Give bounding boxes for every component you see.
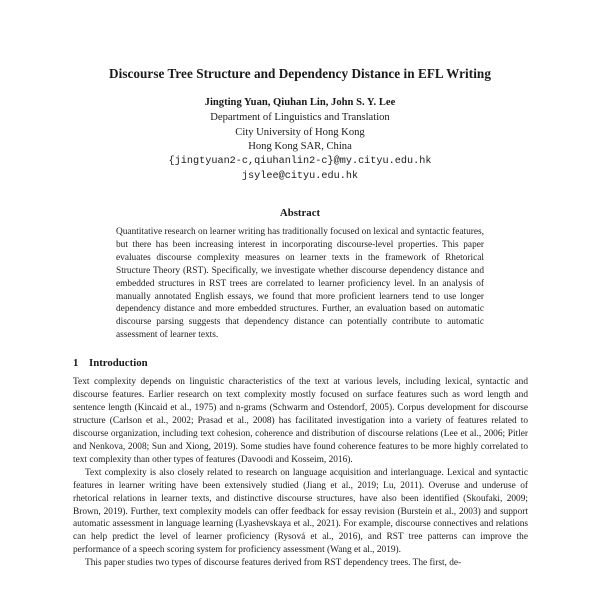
section-heading-introduction	[73, 357, 148, 369]
affiliation-university: City University of Hong Kong	[235, 126, 365, 138]
paper-title: Discourse Tree Structure and Dependency Distance in EFL Writing	[109, 66, 491, 81]
author-names: Jingting Yuan, Qiuhan Lin, John S. Y. Lee	[204, 97, 396, 108]
email-students[interactable]: {jingtyuan2-c,qiuhanlin2-c}@my.cityu.edu.hk	[168, 156, 432, 168]
affiliation-location: Hong Kong SAR, China	[248, 141, 352, 153]
email-supervisor[interactable]: jsylee@cityu.edu.hk	[241, 170, 359, 182]
paragraph: This paper studies two types of discourse features derived from RST dependency trees. The first, de-	[85, 558, 462, 569]
author-block	[0, 96, 600, 185]
introduction-body	[73, 376, 528, 570]
section-title: Introduction	[89, 357, 148, 369]
affiliation-department: Department of Linguistics and Translation	[210, 111, 390, 123]
abstract-text: Quantitative research on learner writing has traditionally focused on lexical and syntactic features, but there has been increasing interest in incorporating discourse-level properties. This paper evaluates discourse complexity measures on learner texts in the framework of Rhetorical Structure Theory (RST). Specifically, we investigate whether discourse dependency distance and embedded structures in RST trees are correlated to learner proficiency level. In an analysis of manually annotated English essays, we found that more proficient learners tend to use longer dependency distance and more embedded structures. Further, an evaluation based on automatic discourse parsing suggests that dependency distance can potentially contribute to automatic assessment of learner texts.	[116, 227, 484, 341]
paragraph: Text complexity depends on linguistic characteristics of the text at various levels, including lexical, syntactic and discourse features. Earlier research on text complexity mostly focused on surface features such as word length and sentence length (Kincaid et al., 1975) and n-grams (Schwarm and Ostendorf, 2005). Corpus development for discourse structure (Carlson et al., 2002; Prasad et al., 2008) has facilitated investigation into a variety of features related to discourse organization, including text cohesion, coherence and distribution of discourse relations (Lee et al., 2006; Pitler and Nenkova, 2008; Sun and Xiong, 2019). Some studies have found coherence features to be more highly correlated to text complexity than other types of features (Davoodi and Kosseim, 2016).	[73, 377, 528, 465]
abstract-heading: Abstract	[279, 207, 321, 219]
paragraph: Text complexity is also closely related to research on language acquisition and interlanguage. Lexical and syntactic features in learner writing have been extensively studied (Jiang et al., 2019; Lu, 2011). Overuse and underuse of rhetorical relations in learner texts, and distinctive discourse structures, have also been identified (Skoufaki, 2009; Brown, 2019). Further, text complexity models can offer feedback for essay revision (Burstein et al., 2003) and support automatic assessment in language learning (Lyashevskaya et al., 2021). For example, discourse connectives and relations can help predict the level of learner proficiency (Rysová et al., 2016), and RST tree patterns can improve the performance of a speech scoring system for proficiency assessment (Wang et al., 2019).	[73, 467, 528, 556]
section-number: 1	[73, 357, 79, 369]
